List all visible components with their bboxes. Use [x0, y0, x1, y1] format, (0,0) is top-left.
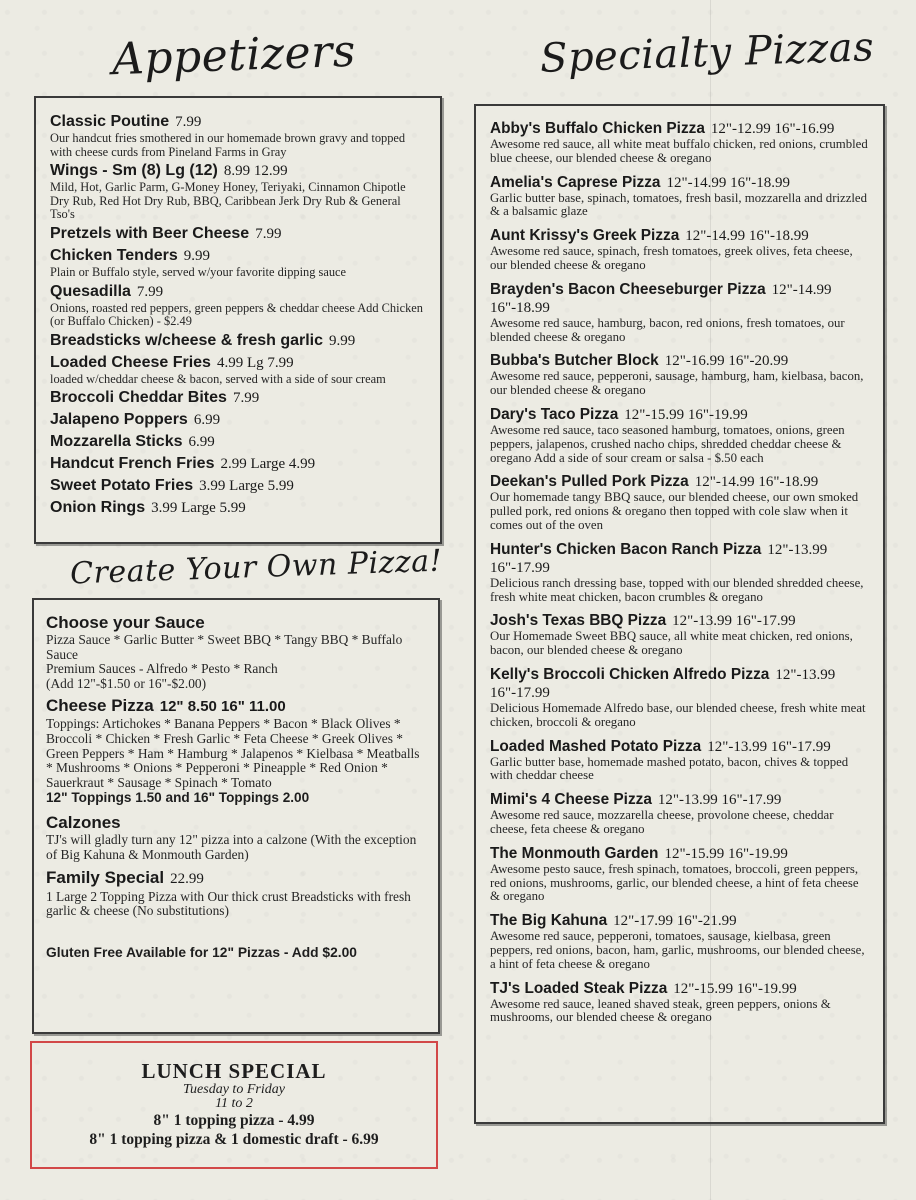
appetizer-item	[50, 388, 428, 408]
appetizer-item	[50, 498, 428, 518]
pizza-item	[490, 541, 871, 605]
pizza-item-desc: Awesome red sauce, leaned shaved steak, green peppers, onions & mushrooms, our blended cheese & oregano	[490, 996, 831, 1025]
pizza-item	[490, 845, 871, 904]
pizza-item-desc: Garlic butter base, spinach, tomatoes, fresh basil, mozzarella and drizzled & a balsamic glaze	[490, 190, 868, 219]
pizza-item	[490, 120, 871, 166]
premium-sauce-price: (Add 12"-$1.50 or 16"-$2.00)	[46, 675, 207, 691]
pizza-item	[490, 174, 871, 220]
pizza-item-title	[490, 406, 871, 424]
pizza-item-desc: Delicious ranch dressing base, topped with our blended shredded cheese, fresh white meat chicken, bacon crumbles & oregano	[490, 575, 864, 604]
appetizer-item-price: 4.99 Lg 7.99	[216, 354, 294, 371]
gluten-free-note: Gluten Free Available for 12" Pizzas - Add $2.00	[46, 944, 357, 960]
pizza-item-desc: Awesome red sauce, taco seasoned hamburg, tomatoes, onions, green peppers, jalapenos, crushed nacho chips, shredded cheddar cheese & oregano Add a side of sour cream or salsa - $.50 each	[490, 422, 845, 465]
pizza-item-name: Aunt Krissy's Greek Pizza	[490, 227, 680, 245]
appetizer-item	[50, 112, 428, 159]
appetizer-item-name: Wings - Sm (8) Lg (12)	[50, 162, 218, 180]
appetizer-item-title	[50, 432, 428, 452]
appetizer-item-price: 9.99	[183, 247, 210, 264]
appetizer-item-title	[50, 282, 428, 302]
pizza-item-title	[490, 174, 871, 192]
appetizer-item-price: 3.99 Large 5.99	[199, 478, 294, 495]
lunch-special-title: LUNCH SPECIAL	[141, 1059, 327, 1083]
pizza-item-price: 12"-16.99 16"-20.99	[664, 353, 789, 370]
appetizer-item-name: Onion Rings	[50, 499, 146, 517]
appetizers-title: Appetizers	[111, 25, 357, 86]
pizza-item-name: Dary's Taco Pizza	[490, 405, 619, 423]
appetizer-item-desc: loaded w/cheddar cheese & bacon, served with a side of sour cream	[50, 371, 386, 386]
pizza-item	[490, 666, 871, 730]
family-special-desc: 1 Large 2 Topping Pizza with Our thick crust Breadsticks with fresh garlic & cheese (No substitutions)	[46, 888, 411, 919]
pizza-item-price: 12"-14.99 16"-18.99	[685, 228, 809, 245]
pizza-item-desc: Awesome red sauce, all white meat buffalo chicken, red onions, crumbled blue cheese, our blended cheese & oregano	[490, 137, 868, 165]
appetizer-item-title	[50, 454, 428, 474]
appetizer-item-title	[50, 353, 428, 373]
pizza-item-name: Deekan's Pulled Pork Pizza	[490, 473, 689, 491]
specialty-pizzas-title: Specialty Pizzas	[539, 24, 875, 82]
pizza-item-name: Abby's Buffalo Chicken Pizza	[490, 120, 705, 137]
pizza-item-price: 12"-14.99 16"-18.99	[666, 174, 790, 191]
appetizer-item-title	[50, 246, 428, 266]
appetizer-item-title	[50, 161, 428, 181]
pizza-item	[490, 612, 871, 658]
appetizer-item-name: Chicken Tenders	[50, 246, 178, 264]
pizza-item-price: 12"-17.99 16"-21.99	[613, 913, 737, 930]
pizza-item-name: Amelia's Caprese Pizza	[490, 173, 661, 191]
lunch-special-box	[30, 1041, 438, 1169]
appetizer-item-title	[50, 410, 428, 430]
lunch-special-hours: 11 to 2	[215, 1096, 253, 1111]
pizza-item-price: 12"-13.99 16"-17.99	[657, 792, 782, 809]
appetizer-item	[50, 282, 428, 329]
sauce-title: Choose your Sauce	[46, 613, 205, 632]
appetizer-item-title	[50, 224, 428, 244]
pizza-item	[490, 281, 871, 345]
create-pizza-box	[32, 598, 440, 1034]
pizza-item-price: 12"-12.99 16"-16.99	[710, 121, 835, 137]
pizza-item	[490, 980, 871, 1026]
pizza-item-desc: Awesome red sauce, hamburg, bacon, red onions, fresh tomatoes, our blended cheese & oregano	[490, 315, 845, 344]
pizza-item-name: Loaded Mashed Potato Pizza	[490, 737, 702, 755]
pizza-item-name: Hunter's Chicken Bacon Ranch Pizza	[490, 540, 762, 558]
pizza-item-title	[490, 738, 871, 756]
pizza-item-price: 12"-14.99 16"-18.99	[694, 474, 819, 491]
family-special-title	[46, 867, 426, 890]
appetizer-item	[50, 224, 428, 244]
appetizer-item-name: Breadsticks w/cheese & fresh garlic	[50, 331, 324, 349]
pizza-item-desc: Awesome red sauce, mozzarella cheese, provolone cheese, cheddar cheese, feta cheese & oregano	[490, 808, 834, 836]
toppings-price: 12" Toppings 1.50 and 16" Toppings 2.00	[46, 790, 310, 806]
appetizer-item-name: Pretzels with Beer Cheese	[50, 224, 250, 242]
appetizer-item-name: Loaded Cheese Fries	[50, 353, 211, 371]
appetizer-item-price: 3.99 Large 5.99	[151, 500, 246, 517]
pizza-item	[490, 791, 871, 837]
appetizer-item-desc: Onions, roasted red peppers, green peppers & cheddar cheese Add Chicken (or Buffalo Chicken) - $2.49	[50, 300, 423, 329]
sauce-section	[46, 612, 426, 691]
pizza-item-name: The Big Kahuna	[490, 912, 608, 930]
pizza-item-desc: Garlic butter base, homemade mashed potato, bacon, chives & topped with cheddar cheese	[490, 754, 849, 783]
pizza-item-price: 12"-15.99 16"-19.99	[624, 406, 748, 423]
pizza-item-name: TJ's Loaded Steak Pizza	[490, 979, 668, 997]
pizza-item-title	[490, 912, 871, 930]
pizza-item-desc: Awesome red sauce, pepperoni, sausage, hamburg, ham, kielbasa, bacon, our blended cheese & oregano	[490, 369, 864, 398]
cheese-pizza-price: 12" 8.50 16" 11.00	[159, 698, 286, 716]
appetizer-item	[50, 410, 428, 430]
calzone-title: Calzones	[46, 813, 121, 833]
pizza-item	[490, 352, 871, 398]
pizza-item-name: The Monmouth Garden	[490, 844, 659, 862]
pizza-item-name: Brayden's Bacon Cheeseburger Pizza	[490, 280, 766, 298]
appetizer-item	[50, 353, 428, 387]
pizza-item-name: Bubba's Butcher Block	[490, 352, 659, 370]
appetizer-item	[50, 246, 428, 280]
appetizer-item-title	[50, 112, 428, 132]
pizza-item-desc: Awesome pesto sauce, fresh spinach, tomatoes, broccoli, green peppers, red onions, mushrooms, garlic, our blended cheese, a hint of feta cheese & oregano	[490, 861, 859, 904]
pizza-item-price: 12"-14.99 16"-18.99	[490, 281, 832, 316]
pizza-item-price: 12"-13.99 16"-17.99	[707, 738, 831, 755]
pizza-item-title	[490, 281, 871, 317]
pizza-item	[490, 912, 871, 971]
lunch-special-offer-2: 8" 1 topping pizza & 1 domestic draft - 6.99	[89, 1131, 379, 1148]
appetizer-item-price: 7.99	[232, 390, 260, 407]
appetizer-item-price: 7.99	[255, 225, 282, 242]
appetizer-item-name: Sweet Potato Fries	[50, 477, 194, 495]
appetizer-item	[50, 432, 428, 452]
appetizer-item-name: Quesadilla	[50, 282, 131, 300]
appetizer-item-desc: Our handcut fries smothered in our homemade brown gravy and topped with cheese curds from Pineland Farms in Gray	[50, 131, 406, 159]
appetizer-item-price: 8.99 12.99	[223, 163, 288, 180]
pizza-item	[490, 738, 871, 784]
pizza-item-title	[490, 612, 871, 630]
premium-sauces: Premium Sauces - Alfredo * Pesto * Ranch	[46, 661, 278, 677]
appetizer-item	[50, 454, 428, 474]
pizza-item	[490, 473, 871, 532]
appetizer-item-price: 2.99 Large 4.99	[220, 456, 316, 473]
pizza-item-title	[490, 473, 871, 491]
pizza-item-title	[490, 791, 871, 809]
appetizer-item-price: 7.99	[136, 283, 164, 300]
pizza-item-price: 12"-13.99 16"-17.99	[672, 613, 796, 630]
appetizer-item-title	[50, 498, 428, 518]
pizza-item-name: Josh's Texas BBQ Pizza	[490, 612, 667, 630]
pizza-item-title	[490, 352, 871, 370]
cheese-pizza-name: Cheese Pizza	[46, 696, 154, 716]
appetizer-item-name: Handcut French Fries	[50, 455, 215, 473]
lunch-special-days: Tuesday to Friday	[183, 1082, 285, 1097]
appetizer-item-title	[50, 331, 428, 351]
appetizer-item-desc: Plain or Buffalo style, served w/your favorite dipping sauce	[50, 264, 347, 279]
appetizer-item-price: 9.99	[329, 332, 356, 349]
pizza-item-title	[490, 980, 871, 998]
pizza-item-title	[490, 845, 871, 863]
appetizer-item-price: 6.99	[188, 434, 215, 451]
appetizer-item-name: Broccoli Cheddar Bites	[50, 389, 227, 407]
appetizer-item-title	[50, 388, 428, 408]
pizza-item-desc: Awesome red sauce, spinach, fresh tomatoes, greek olives, feta cheese, our blended cheese & oregano	[490, 244, 853, 272]
pizza-item	[490, 227, 871, 273]
toppings-list: Toppings: Artichokes * Banana Peppers * Bacon * Black Olives * Broccoli * Chicken * Fresh Garlic * Feta Cheese * Greek Olives * Green Peppers * Ham * Hamburg * Jalapenos * Kielbasa * Meatballs * Mushrooms * Onions * Pepperoni * Pineapple * Red Onion * Sauerkraut * Sausage * Spinach * Tomato	[46, 716, 420, 790]
pizza-item	[490, 406, 871, 465]
pizza-item-title	[490, 120, 871, 138]
pizza-item-desc: Our homemade tangy BBQ sauce, our blended cheese, our own smoked pulled pork, red onions & oregano then topped with cole slaw when it comes out of the oven	[490, 490, 859, 532]
pizza-item-name: Kelly's Broccoli Chicken Alfredo Pizza	[490, 665, 770, 683]
appetizer-item-price: 6.99	[193, 412, 221, 429]
appetizers-box	[34, 96, 442, 544]
sauce-options: Pizza Sauce * Garlic Butter * Sweet BBQ * Tangy BBQ * Buffalo Sauce	[46, 632, 403, 662]
family-special-section	[46, 867, 426, 919]
create-pizza-title: Create Your Own Pizza!	[69, 543, 443, 592]
family-special-name: Family Special	[46, 867, 165, 887]
appetizers-list	[50, 112, 428, 518]
appetizer-item-desc: Mild, Hot, Garlic Parm, G-Money Honey, Teriyaki, Cinnamon Chipotle Dry Rub, Red Hot Dry Rub, BBQ, Caribbean Jerk Dry Rub & General Tso's	[50, 180, 406, 222]
appetizer-item-name: Jalapeno Poppers	[50, 411, 188, 429]
cheese-pizza-section	[46, 695, 426, 806]
cheese-pizza-title	[46, 695, 426, 717]
pizza-item-title	[490, 666, 871, 702]
lunch-special-offer-1: 8" 1 topping pizza - 4.99	[153, 1112, 315, 1129]
pizza-item-price: 12"-13.99 16"-17.99	[490, 541, 828, 576]
pizza-item-title	[490, 227, 871, 245]
pizza-item-price: 12"-15.99 16"-19.99	[664, 845, 788, 862]
appetizer-item	[50, 476, 428, 496]
appetizer-item-name: Mozzarella Sticks	[50, 433, 183, 451]
pizza-item-title	[490, 541, 871, 577]
pizza-item-price: 12"-15.99 16"-19.99	[673, 980, 797, 997]
appetizer-item	[50, 331, 428, 351]
pizza-item-desc: Our Homemade Sweet BBQ sauce, all white meat chicken, red onions, bacon, our blended cheese & oregano	[490, 629, 853, 658]
pizza-item-desc: Awesome red sauce, pepperoni, tomatoes, sausage, kielbasa, green peppers, red onions, bacon, ham, garlic, mushrooms, our blended cheese, a hint of feta cheese & oregano	[490, 929, 865, 971]
pizza-item-desc: Delicious Homemade Alfredo base, our blended cheese, fresh white meat chicken, broccoli & oregano	[490, 700, 866, 729]
appetizer-item-title	[50, 476, 428, 496]
calzone-section	[46, 812, 426, 862]
appetizer-item-name: Classic Poutine	[50, 113, 170, 130]
pizza-item-price: 12"-13.99 16"-17.99	[490, 666, 836, 701]
specialty-pizzas-list	[490, 120, 871, 1025]
appetizer-item	[50, 161, 428, 222]
specialty-pizzas-box	[474, 104, 885, 1124]
appetizer-item-price: 7.99	[175, 114, 202, 130]
calzone-desc: TJ's will gladly turn any 12" pizza into a calzone (With the exception of Big Kahuna & Monmouth Garden)	[46, 832, 417, 862]
pizza-item-name: Mimi's 4 Cheese Pizza	[490, 791, 652, 809]
family-special-price: 22.99	[170, 870, 204, 887]
